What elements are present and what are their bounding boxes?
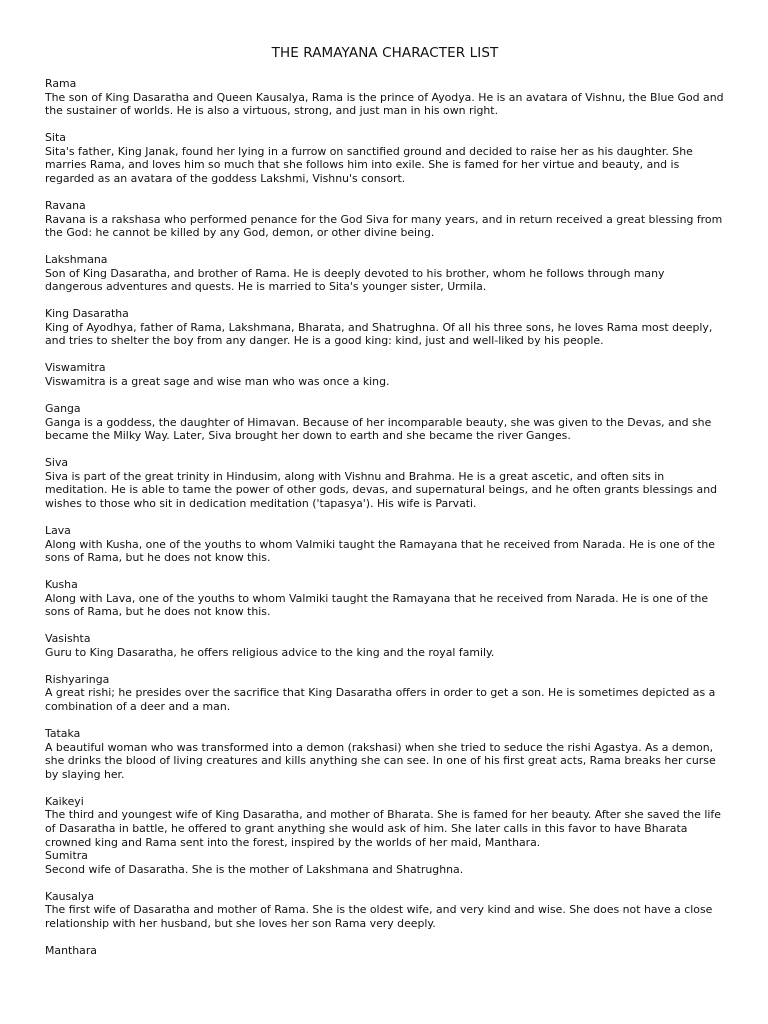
character-description: Viswamitra is a great sage and wise man who was once a king.	[45, 375, 390, 389]
character-name: Tataka	[45, 727, 81, 741]
character-description: Along with Lava, one of the youths to whom Valmiki taught the Ramayana that he received from Narada. He is one of the sons of Rama, but he does not know this.	[45, 591, 709, 619]
character-name: Manthara	[45, 943, 97, 957]
entry-rama	[45, 77, 725, 118]
character-description: Ganga is a goddess, the daughter of Himavan. Because of her incomparable beauty, she was given to the Devas, and she became the Milky Way. Later, Siva brought her down to earth and she became the river Ganges.	[45, 415, 712, 443]
character-description: King of Ayodhya, father of Rama, Lakshmana, Bharata, and Shatrughna. Of all his three sons, he loves Rama most deeply, and tries to shelter the boy from any danger. He is a good king: kind, just and well-liked by his people.	[45, 320, 713, 348]
character-description: A beautiful woman who was transformed into a demon (rakshasi) when she tried to seduce the rishi Agastya. As a demon, she drinks the blood of living creatures and kills anything she can see. In one of his first great acts, Rama breaks her curse by slaying her.	[45, 740, 716, 781]
entry-manthara	[45, 944, 725, 958]
character-name: King Dasaratha	[45, 307, 129, 321]
entry-kusha	[45, 578, 725, 619]
entry-sita	[45, 131, 725, 185]
character-description: Son of King Dasaratha, and brother of Rama. He is deeply devoted to his brother, whom he follows through many dangerous adventures and quests. He is married to Sita's younger sister, Urmila.	[45, 266, 665, 294]
character-description: The first wife of Dasaratha and mother of Rama. She is the oldest wife, and very kind and wise. She does not have a close relationship with her husband, but she loves her son Rama very deeply.	[45, 903, 713, 930]
character-name: Vasishta	[45, 632, 91, 646]
character-description: Sita's father, King Janak, found her lying in a furrow on sanctified ground and decided to raise her as his daughter. She marries Rama, and loves him so much that she follows him into exile. She is famed for her virtue and beauty, and is regarded as an avatara of the goddess Lakshmi, Vishnu's consort.	[45, 144, 693, 185]
character-description: The son of King Dasaratha and Queen Kausalya, Rama is the prince of Ayodya. He is an avatara of Vishnu, the Blue God and the sustainer of worlds. He is also a virtuous, strong, and just man in his own right.	[45, 90, 724, 118]
character-name: Ganga	[45, 402, 81, 416]
character-name: Kausalya	[45, 889, 95, 903]
character-description: A great rishi; he presides over the sacrifice that King Dasaratha offers in order to get a son. He is sometimes depicted as a combination of a deer and a man.	[45, 686, 716, 714]
character-name: Rishyaringa	[45, 672, 110, 686]
character-description: Siva is part of the great trinity in Hindusim, along with Vishnu and Brahma. He is a great ascetic, and often sits in meditation. He is able to tame the power of other gods, devas, and supernatural beings, and he often grants blessings and wishes to those who sit in dedication meditation ('tapasya'). His wife is Parvati.	[45, 469, 718, 510]
entry-sumitra	[45, 849, 725, 876]
character-name: Lava	[45, 523, 71, 537]
character-description: Guru to King Dasaratha, he offers religious advice to the king and the royal family.	[45, 645, 495, 659]
entry-kausalya	[45, 890, 725, 931]
character-name: Rama	[45, 77, 77, 90]
character-name: Kusha	[45, 578, 78, 592]
entry-siva	[45, 456, 725, 510]
entry-rishyaringa	[45, 673, 725, 714]
entry-tataka	[45, 727, 725, 781]
entry-lakshmana	[45, 253, 725, 294]
entry-viswamitra	[45, 361, 725, 388]
entry-lava	[45, 524, 725, 565]
character-name: Viswamitra	[45, 361, 106, 375]
character-name: Kaikeyi	[45, 794, 84, 808]
character-name: Siva	[45, 456, 69, 470]
document-page	[45, 44, 725, 971]
entry-king-dasaratha	[45, 307, 725, 348]
character-name: Ravana	[45, 198, 86, 212]
character-description: Ravana is a rakshasa who performed penance for the God Siva for many years, and in return received a great blessing from the God: he cannot be killed by any God, demon, or other divine being.	[45, 212, 723, 240]
document-title: THE RAMAYANA CHARACTER LIST	[271, 45, 499, 61]
character-name: Sita	[45, 131, 66, 145]
entry-kaikeyi	[45, 795, 725, 849]
character-name: Sumitra	[45, 849, 88, 863]
character-description: Along with Kusha, one of the youths to whom Valmiki taught the Ramayana that he received from Narada. He is one of the sons of Rama, but he does not know this.	[45, 537, 716, 565]
entry-ravana	[45, 199, 725, 240]
character-name: Lakshmana	[45, 253, 108, 267]
character-description: The third and youngest wife of King Dasaratha, and mother of Bharata. She is famed for her beauty. After she saved the life of Dasaratha in battle, he offered to grant anything she would ask of him. She later calls in this favor to have Bharata crowned king and Rama sent into the forest, inspired by the worlds of her maid, Manthara.	[45, 808, 721, 849]
entry-vasishta	[45, 632, 725, 659]
character-description: Second wife of Dasaratha. She is the mother of Lakshmana and Shatrughna.	[45, 862, 464, 876]
entry-ganga	[45, 402, 725, 443]
